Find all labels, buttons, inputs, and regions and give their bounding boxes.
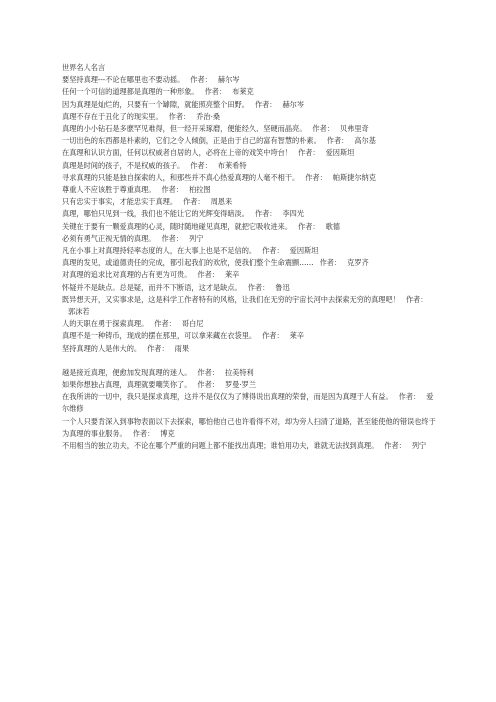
author-prefix: 作者： [161, 233, 184, 243]
quote-text: 一个人只要肯深入到事物表面以下去探索，哪怕他自己也许看得不对，却为旁人扫清了道路，甚至能使他的错误也终于为真理的事业服务。 [62, 416, 436, 438]
quote-text: 怀疑并不是缺点。总是疑，而并不下断语，这才是缺点。 [62, 282, 242, 292]
quote-text: 在我所讲的一切中，我只是探求真理，这并不是仅仅为了博得说出真理的荣誉，而是因为真理于人有益。 [62, 392, 393, 402]
quote-text: 只有忠实于事实，才能忠实于真理。 [62, 197, 178, 207]
author-prefix: 作者： [168, 111, 191, 121]
quote-text: 要坚持真理---不论在哪里也不要动摇。 [62, 75, 185, 85]
quote-author: 赫尔岑 [282, 99, 305, 109]
quote-author: 罗曼·罗兰 [224, 380, 257, 390]
quote-item [62, 86, 438, 98]
quote-author: 赫尔岑 [217, 75, 240, 85]
quote-text: 坚持真理的人是伟大的。 [62, 343, 142, 353]
author-prefix: 作者： [197, 270, 219, 280]
quote-item [62, 379, 438, 391]
quote-author: 哥白尼 [181, 319, 204, 329]
quote-author: 列宁 [411, 441, 427, 451]
quote-text: 任何一个可信的道理都是真理的一种形象。 [62, 87, 199, 97]
quote-item [62, 74, 438, 86]
author-prefix: 作者： [190, 75, 212, 85]
author-prefix: 作者： [254, 99, 277, 109]
author-prefix: 作者： [254, 209, 277, 219]
quote-text: 不用相当的独立功夫，不论在哪个严重的问题上都不能找出真理；谁怕用功夫，谁就无法找到真理。 [62, 441, 379, 451]
author-prefix: 作者： [197, 380, 219, 390]
author-prefix: 作者： [247, 282, 270, 292]
quote-author: 克罗齐 [347, 258, 369, 268]
quote-item [62, 208, 438, 220]
quote-item [62, 269, 438, 281]
quote-author: 李四光 [282, 209, 305, 219]
quote-author: 爱因斯坦 [289, 246, 319, 256]
quote-text: 对真理的追求比对真理的占有更为可贵。 [62, 270, 192, 280]
quote-text: 真理，哪怕只见到一线，我们也不能让它的光辉变得暗淡。 [62, 209, 249, 219]
quote-item [62, 391, 438, 415]
quote-text: 凡在小事上对真理持轻率态度的人，在大事上也是不足信的。 [62, 246, 257, 256]
author-prefix: 作者： [405, 294, 428, 304]
author-prefix: 作者： [384, 441, 406, 451]
author-prefix: 作者： [326, 136, 349, 146]
author-prefix: 作者： [398, 392, 421, 402]
quote-item [62, 245, 438, 257]
quote-author: 爱尔维修 [62, 392, 434, 414]
quote-author: 高尔基 [354, 136, 376, 146]
quote-text: 人的天职在勇于探索真理。 [62, 319, 149, 329]
quote-item [62, 440, 438, 452]
quote-text: 真理不存在于丑化了的现实里。 [62, 111, 163, 121]
quote-item [62, 184, 438, 196]
quote-text: 越是接近真理，便愈加发现真理的迷人。 [62, 367, 192, 377]
quote-author: 爱因斯坦 [325, 148, 355, 158]
quote-item [62, 233, 438, 245]
author-prefix: 作者： [197, 367, 219, 377]
quote-item [62, 172, 438, 184]
section-gap [62, 355, 438, 367]
quote-item [62, 343, 438, 355]
quote-list-1 [62, 74, 438, 355]
author-prefix: 作者： [262, 246, 284, 256]
quote-text: 关键在于要有一颗爱真理的心灵，随时随地碰见真理，就把它吸收进来。 [62, 221, 293, 231]
author-prefix: 作者： [183, 197, 205, 207]
quote-item [62, 330, 438, 342]
document-title: 世界名人名言 [62, 63, 106, 72]
author-prefix: 作者： [319, 258, 342, 268]
quote-list-2 [62, 367, 438, 452]
quote-text: 寻求真理的只能是独自探索的人，和那些并不真心热爱真理的人毫不相干。 [62, 172, 300, 182]
quote-text: 真理的小小钻石是多麽罕见难得，但一经开采琢磨，便能经久、坚硬而晶亮。 [62, 124, 307, 134]
quote-author: 周恩来 [210, 197, 233, 207]
quote-item [62, 196, 438, 208]
quote-author: 贝弗里奇 [339, 124, 369, 134]
quote-author: 鲁迅 [275, 282, 290, 292]
author-prefix: 作者： [132, 428, 155, 438]
quote-item [62, 111, 438, 123]
quote-text: 因为真理是灿烂的，只要有一个罅隙，就能照亮整个田野。 [62, 99, 249, 109]
quote-author: 郭沫若 [68, 307, 90, 317]
quote-author: 莱辛 [224, 270, 240, 280]
quote-item [62, 221, 438, 233]
author-prefix: 作者： [147, 343, 169, 353]
quote-text: 真理的发见，或道德责任的完成，都引起我们的欢欣，使我们整个生命震颤…… [62, 258, 314, 268]
quote-item [62, 318, 438, 330]
quote-item [62, 257, 438, 269]
quote-author: 列宁 [189, 233, 204, 243]
quote-author: 拉美特利 [224, 367, 254, 377]
quote-item [62, 416, 438, 440]
author-prefix: 作者： [298, 221, 320, 231]
quote-item [62, 135, 438, 147]
quote-author: 帕斯捷尔纳克 [332, 172, 376, 182]
author-prefix: 作者： [161, 185, 184, 195]
quote-item [62, 282, 438, 294]
quote-text: 既异想天开，又实事求是，这是科学工作者特有的风格，让我们在无穷的宇宙长河中去探索无穷的真理吧！ [62, 294, 400, 304]
quote-author: 乔治·桑 [196, 111, 221, 121]
quote-text: 尊重人不应该胜于尊重真理。 [62, 185, 156, 195]
quote-item [62, 367, 438, 379]
quote-author: 柏拉图 [189, 185, 211, 195]
author-prefix: 作者： [312, 124, 334, 134]
author-prefix: 作者： [262, 331, 284, 341]
quote-text: 在真理和认识方面，任何以权威者自居的人，必将在上帝的戏笑中垮台！ [62, 148, 293, 158]
quote-text: 一切出色的东西都是朴素的，它们之令人倾倒，正是由于自己的富有智慧的朴素。 [62, 136, 321, 146]
author-prefix: 作者： [204, 87, 227, 97]
quote-item [62, 294, 438, 318]
quote-author: 歌德 [325, 221, 340, 231]
quote-author: 布莱克 [232, 87, 254, 97]
quote-text: 真理不是一种铸币，现成的摆在那里，可以拿来藏在衣袋里。 [62, 331, 257, 341]
quote-author: 雨果 [174, 343, 190, 353]
quote-text: 必须有勇气正视无情的真理。 [62, 233, 156, 243]
quote-text: 如果你想独占真理，真理就要嘲笑你了。 [62, 380, 192, 390]
quote-author: 莱辛 [289, 331, 305, 341]
quote-item [62, 99, 438, 111]
author-prefix: 作者： [298, 148, 320, 158]
author-prefix: 作者： [305, 172, 327, 182]
author-prefix: 作者： [190, 160, 212, 170]
quote-text: 真理是时间的孩子，不是权威的孩子。 [62, 160, 185, 170]
quote-author: 布莱希特 [217, 160, 247, 170]
quote-item [62, 160, 438, 172]
quote-item [62, 147, 438, 159]
quote-author: 博克 [160, 428, 175, 438]
author-prefix: 作者： [154, 319, 176, 329]
quote-item [62, 123, 438, 135]
